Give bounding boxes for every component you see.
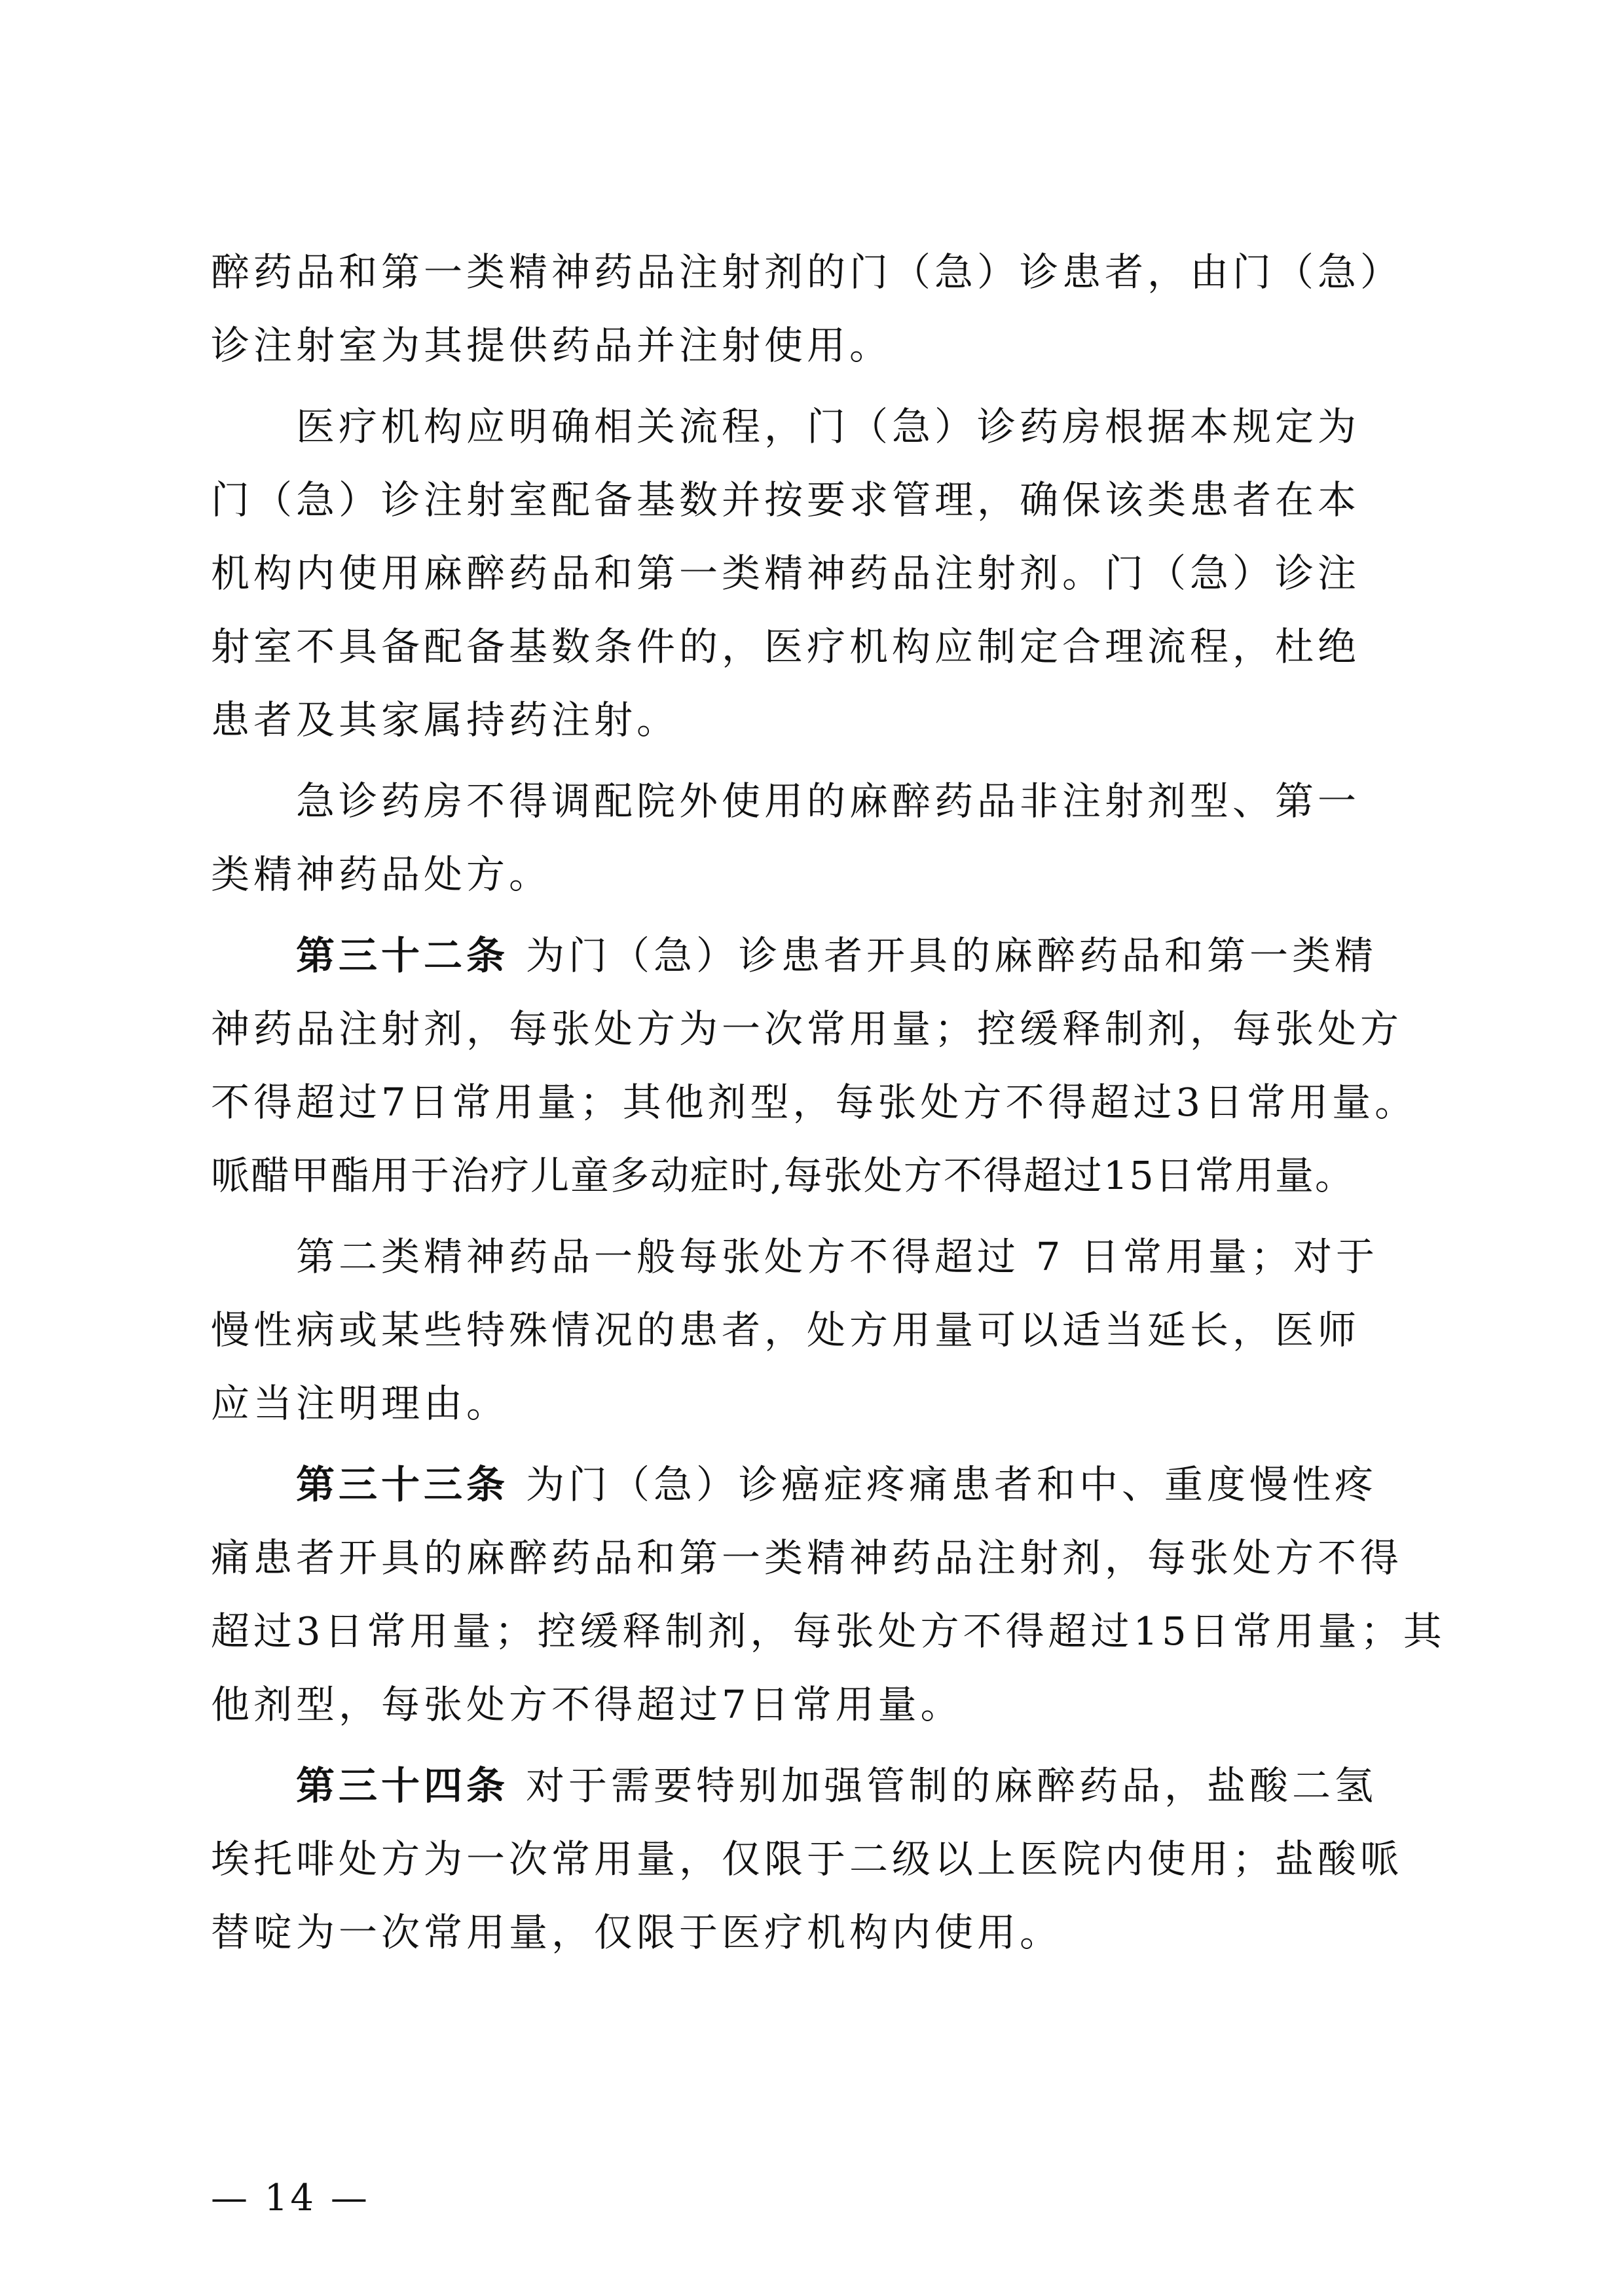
page-number: — 14 — [211, 2177, 370, 2219]
text-line: 机构内使用麻醉药品和第一类精神药品注射剂。门（急）诊注 [211, 551, 1361, 596]
text-line: 类精神药品处方。 [211, 852, 552, 897]
text-line: 慢性病或某些特殊情况的患者，处方用量可以适当延长，医师 [211, 1307, 1361, 1353]
text-line: 急诊药房不得调配院外使用的麻醉药品非注射剂型、第一 [296, 778, 1361, 824]
text-line: 埃托啡处方为一次常用量，仅限于二级以上医院内使用；盐酸哌 [211, 1836, 1403, 1882]
article-title: 第三十二条 [296, 933, 509, 978]
article-line [296, 919, 1429, 993]
text-line: 门（急）诊注射室配备基数并按要求管理，确保该类患者在本 [211, 477, 1361, 522]
text-line: 诊注射室为其提供药品并注射使用。 [211, 323, 893, 368]
text-line: 哌醋甲酯用于治疗儿童多动症时,每张处方不得超过15日常用量。 [211, 1153, 1355, 1198]
text-line: 神药品注射剂，每张处方为一次常用量；控缓释制剂，每张处方 [211, 1006, 1403, 1051]
text-line: 替啶为一次常用量，仅限于医疗机构内使用。 [211, 1910, 1063, 1955]
text-line: 不得超过7日常用量；其他剂型，每张处方不得超过3日常用量。 [211, 1080, 1418, 1125]
text-line: 醉药品和第一类精神药品注射剂的门（急）诊患者，由门（急） [211, 249, 1403, 295]
text-line: 射室不具备配备基数条件的，医疗机构应制定合理流程，杜绝 [211, 624, 1361, 669]
text-line: 第二类精神药品一般每张处方不得超过 7 日常用量；对于 [296, 1234, 1379, 1279]
text-line: 医疗机构应明确相关流程，门（急）诊药房根据本规定为 [296, 404, 1361, 449]
article-title: 第三十三条 [296, 1462, 509, 1507]
text-line: 患者及其家属持药注射。 [211, 697, 680, 742]
text-line: 超过3日常用量；控缓释制剂，每张处方不得超过15日常用量；其 [211, 1609, 1446, 1654]
article-line [296, 1448, 1429, 1522]
text-line: 痛患者开具的麻醉药品和第一类精神药品注射剂，每张处方不得 [211, 1535, 1403, 1580]
text-line: 他剂型，每张处方不得超过7日常用量。 [211, 1682, 963, 1727]
text-line: 应当注明理由。 [211, 1381, 509, 1426]
text-span: 对于需要特别加强管制的麻醉药品，盐酸二氢 [526, 1763, 1378, 1808]
article-line [296, 1749, 1429, 1823]
article-title: 第三十四条 [296, 1763, 509, 1808]
text-span: 为门（急）诊癌症疼痛患者和中、重度慢性疼 [526, 1462, 1378, 1507]
text-span: 为门（急）诊患者开具的麻醉药品和第一类精 [526, 933, 1378, 978]
